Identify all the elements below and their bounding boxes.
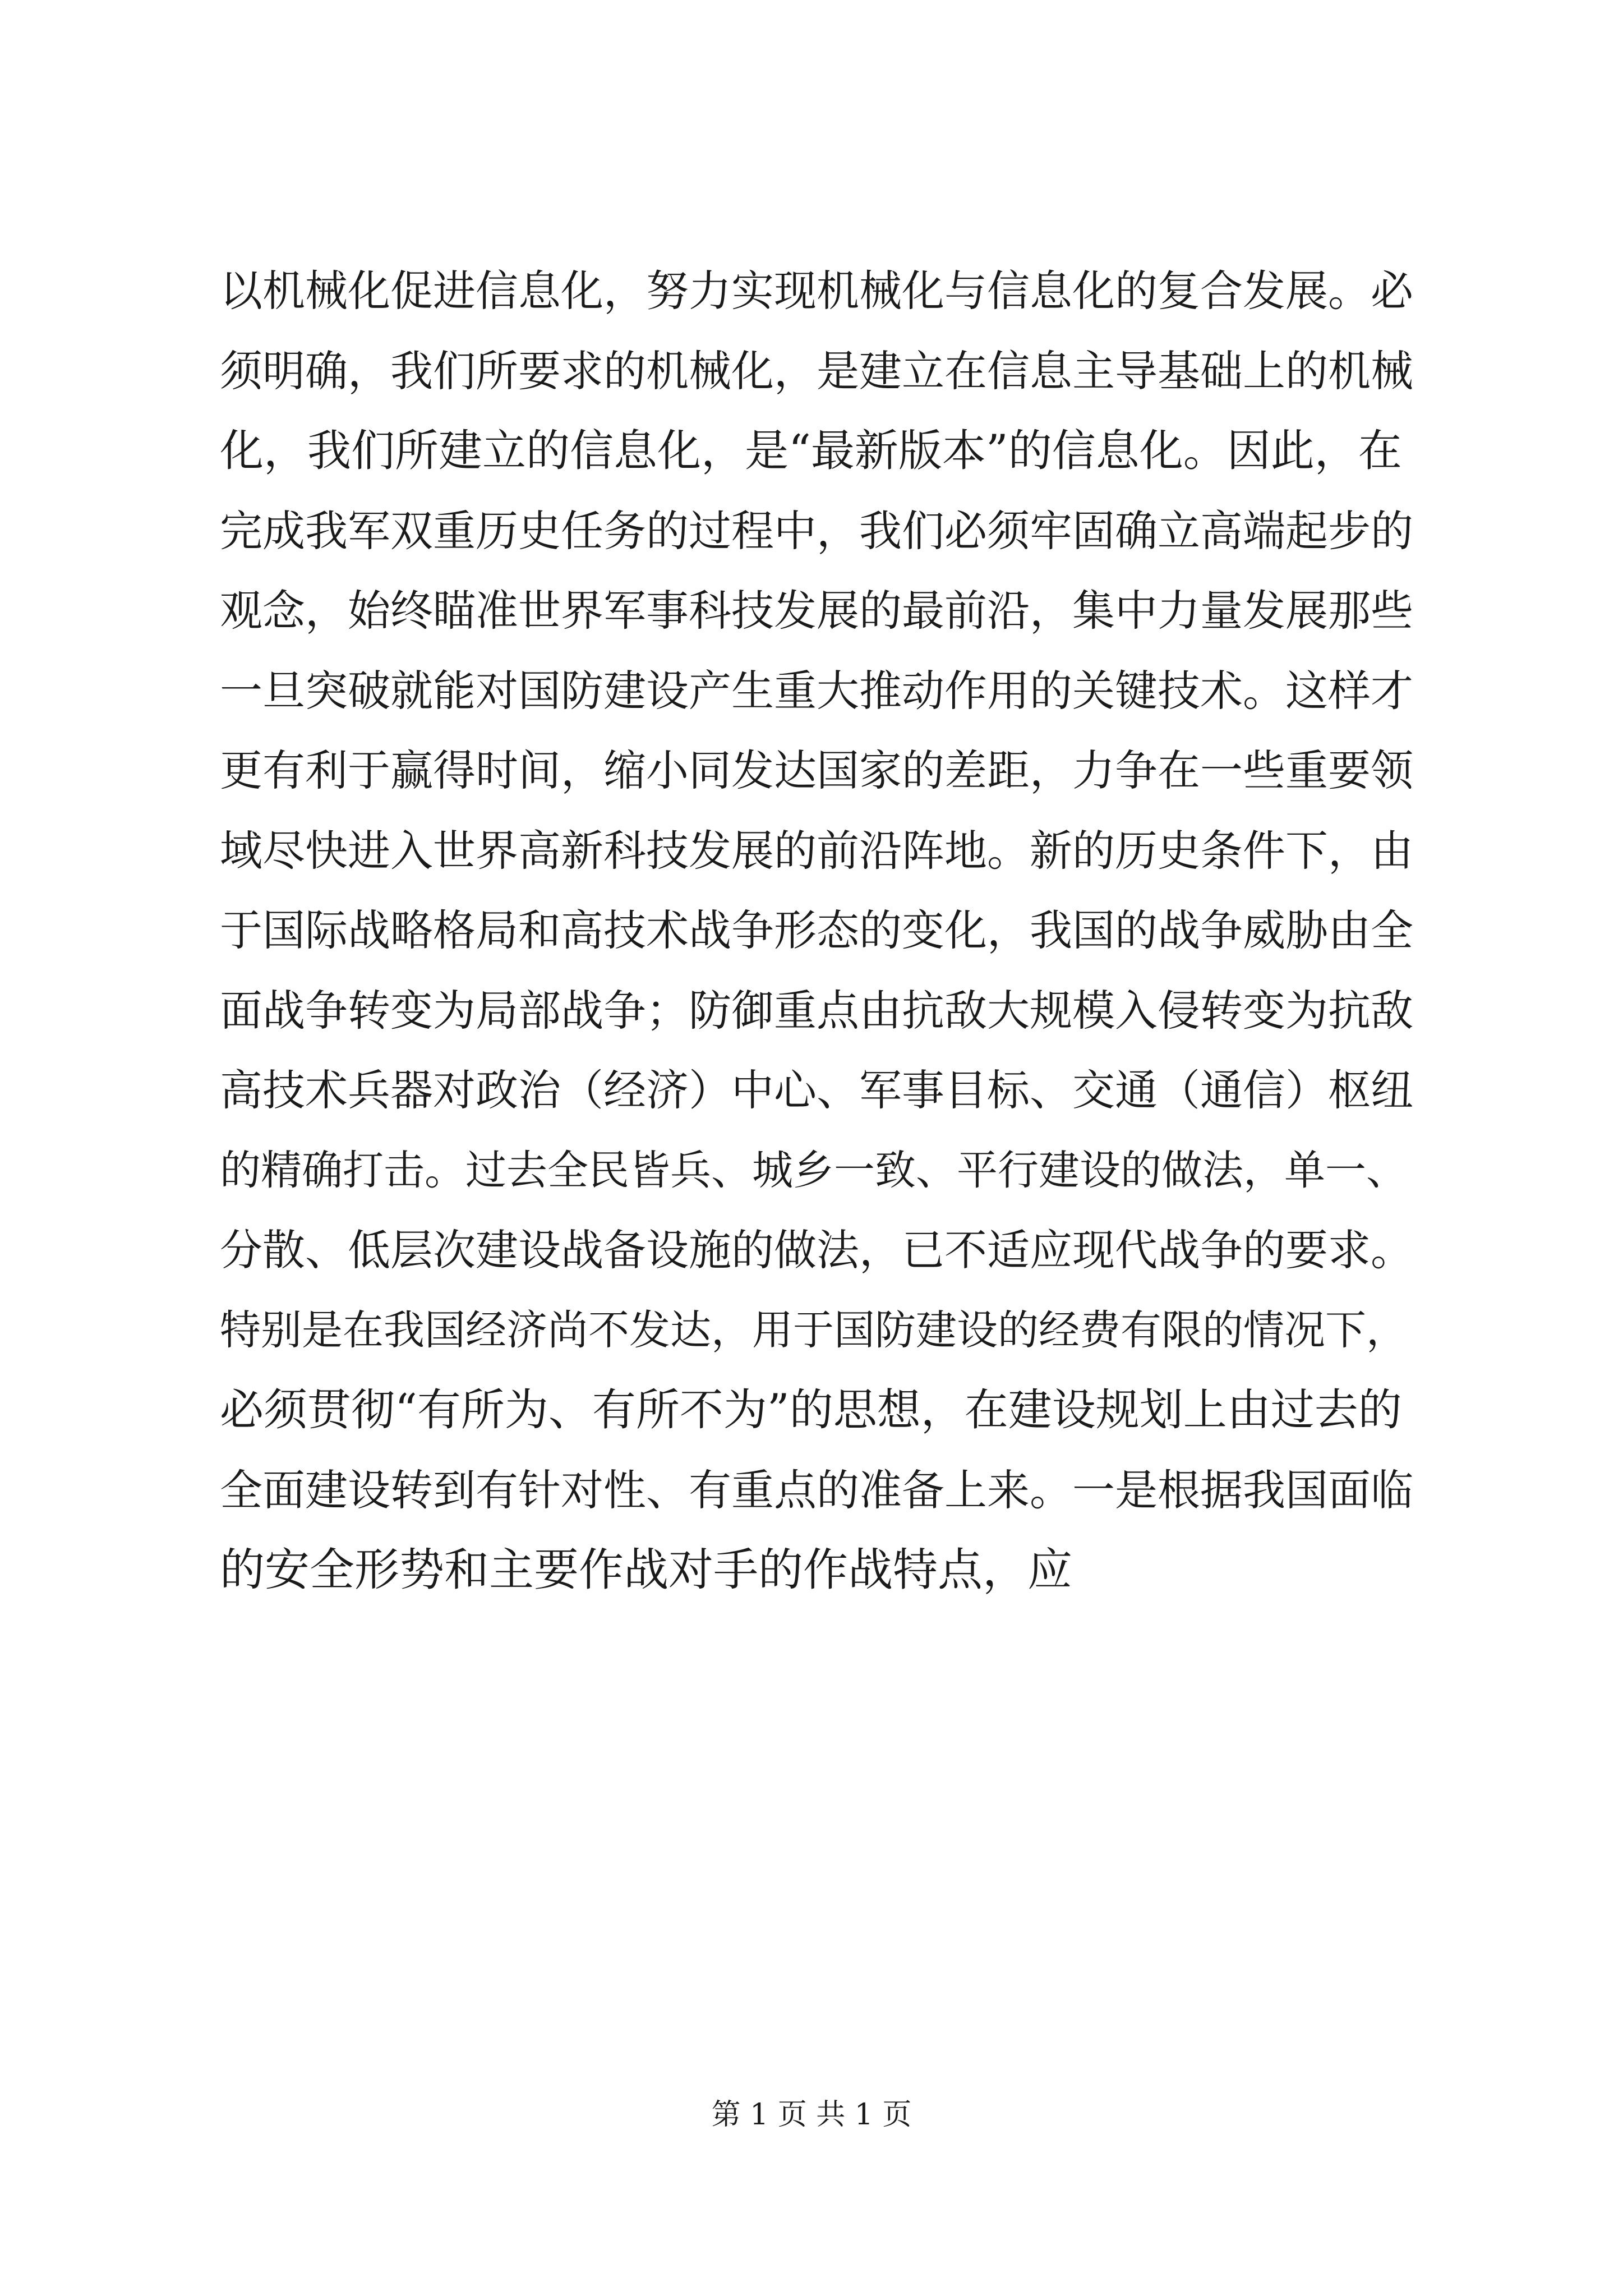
text-line: 以机械化促进信息化，努力实现机械化与信息化的复合发展。必 [220,266,1413,316]
text-line: 面战争转变为局部战争；防御重点由抗敌大规模入侵转变为抗敌 [220,985,1413,1036]
text-line: 分散、低层次建设战备设施的做法，已不适应现代战争的要求。 [220,1225,1413,1275]
text-line: 观念，始终瞄准世界军事科技发展的最前沿，集中力量发展那些 [220,586,1413,636]
page-number-footer: 第 1 页 共 1 页 [711,2098,912,2132]
text-line: 高技术兵器对政治（经济）中心、军事目标、交通（通信）枢纽 [220,1065,1413,1115]
body-paragraph [220,251,1414,1611]
text-line: 完成我军双重历史任务的过程中，我们必须牢固确立高端起步的 [220,505,1413,556]
text-line: 须明确，我们所要求的机械化，是建立在信息主导基础上的机械 [220,346,1413,396]
text-line: 必须贯彻“有所为、有所不为”的思想，在建设规划上由过去的 [220,1385,1402,1435]
text-line: 全面建设转到有针对性、有重点的准备上来。一是根据我国面临 [220,1465,1413,1515]
text-line: 化，我们所建立的信息化，是“最新版本”的信息化。因此，在 [220,426,1402,476]
text-line: 更有利于赢得时间，缩小同发达国家的差距，力争在一些重要领 [220,746,1413,795]
text-line: 于国际战略格局和高技术战争形态的变化，我国的战争威胁由全 [220,905,1413,955]
text-line: 一旦突破就能对国防建设产生重大推动作用的关键技术。这样才 [220,665,1413,716]
text-line: 的安全形势和主要作战对手的作战特点，应 [220,1544,1072,1596]
text-line: 的精确打击。过去全民皆兵、城乡一致、平行建设的做法，单一、 [220,1146,1407,1194]
text-line: 特别是在我国经济尚不发达，用于国防建设的经费有限的情况下， [220,1306,1407,1354]
text-line: 域尽快进入世界高新科技发展的前沿阵地。新的历史条件下，由 [220,825,1413,876]
